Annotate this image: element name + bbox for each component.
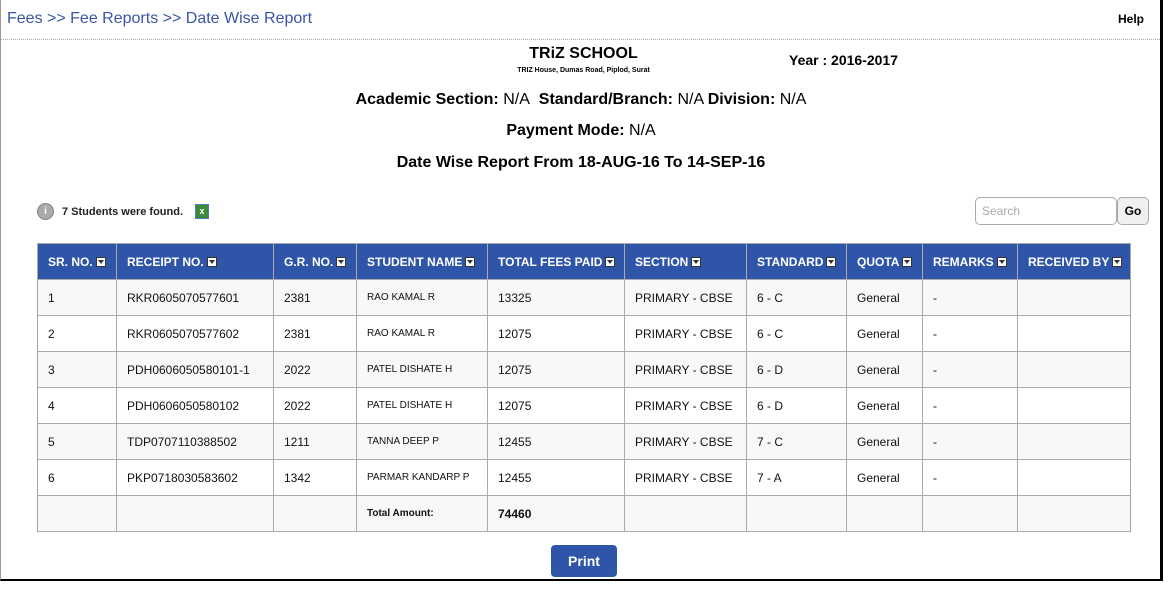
excel-export-icon[interactable]: x xyxy=(195,204,209,219)
sort-dropdown-icon[interactable] xyxy=(691,257,701,267)
table-cell xyxy=(1018,496,1131,532)
table-cell: PDH0606050580102 xyxy=(117,388,274,424)
table-cell: 12075 xyxy=(488,316,625,352)
column-label: REMARKS xyxy=(933,254,994,269)
section-value: N/A xyxy=(503,91,530,108)
table-row xyxy=(38,352,1131,388)
table-cell: PRIMARY - CBSE xyxy=(625,388,747,424)
table-cell: 7 - A xyxy=(747,460,847,496)
table-cell: 6 xyxy=(38,460,117,496)
table-cell: 6 - C xyxy=(747,280,847,316)
table-cell: 12455 xyxy=(488,424,625,460)
table-cell xyxy=(117,496,274,532)
table-cell: - xyxy=(923,424,1018,460)
table-cell: PATEL DISHATE H xyxy=(357,388,488,424)
table-cell xyxy=(38,496,117,532)
standard-label: Standard/Branch: xyxy=(538,91,674,108)
column-label: QUOTA xyxy=(857,254,900,269)
table-row xyxy=(38,424,1131,460)
table-cell: 6 - D xyxy=(747,352,847,388)
column-label: G.R. NO. xyxy=(284,254,334,269)
divider xyxy=(1,39,1160,40)
column-header[interactable] xyxy=(747,244,847,280)
section-label: Academic Section: xyxy=(355,91,499,108)
print-button[interactable]: Print xyxy=(551,545,617,577)
table-cell: PDH0606050580101-1 xyxy=(117,352,274,388)
sort-dropdown-icon[interactable] xyxy=(96,257,106,267)
table-cell xyxy=(847,496,923,532)
table-cell: General xyxy=(847,388,923,424)
total-label: Total Amount: xyxy=(357,496,488,532)
table-cell: 2022 xyxy=(274,352,357,388)
table-cell: 12075 xyxy=(488,352,625,388)
payment-value: N/A xyxy=(629,122,656,139)
table-cell: 2381 xyxy=(274,316,357,352)
column-label: STANDARD xyxy=(757,254,824,269)
table-cell: 6 - C xyxy=(747,316,847,352)
column-header[interactable] xyxy=(117,244,274,280)
division-label: Division: xyxy=(707,91,776,108)
table-cell: 1342 xyxy=(274,460,357,496)
table-cell: 4 xyxy=(38,388,117,424)
table-cell xyxy=(1018,352,1131,388)
sort-dropdown-icon[interactable] xyxy=(997,257,1007,267)
division-value: N/A xyxy=(779,91,807,108)
column-header[interactable] xyxy=(38,244,117,280)
column-label: SR. NO. xyxy=(48,254,93,269)
column-label: TOTAL FEES PAID xyxy=(498,254,603,269)
table-cell: General xyxy=(847,460,923,496)
table-row xyxy=(38,388,1131,424)
table-cell: TANNA DEEP P xyxy=(357,424,488,460)
table-row xyxy=(38,280,1131,316)
report-title: Date Wise Report From 18-AUG-16 To 14-SEP-16 xyxy=(396,154,766,171)
column-header[interactable] xyxy=(357,244,488,280)
sort-dropdown-icon[interactable] xyxy=(336,257,346,267)
table-cell: PKP0718030583602 xyxy=(117,460,274,496)
payment-line xyxy=(1,122,1161,140)
filter-line xyxy=(1,91,1161,109)
table-cell: TDP0707110388502 xyxy=(117,424,274,460)
report-table xyxy=(37,243,1131,532)
school-name: TRiZ SCHOOL xyxy=(529,45,638,62)
go-button[interactable]: Go xyxy=(1117,197,1149,225)
result-count xyxy=(37,203,209,220)
table-cell xyxy=(923,496,1018,532)
table-cell: PRIMARY - CBSE xyxy=(625,460,747,496)
table-cell xyxy=(1018,424,1131,460)
table-cell: RKR0605070577602 xyxy=(117,316,274,352)
total-row xyxy=(38,496,1131,532)
table-cell: - xyxy=(923,352,1018,388)
table-cell: General xyxy=(847,316,923,352)
column-header[interactable] xyxy=(488,244,625,280)
table-cell: 6 - D xyxy=(747,388,847,424)
table-cell: - xyxy=(923,460,1018,496)
table-cell xyxy=(625,496,747,532)
table-cell: 2381 xyxy=(274,280,357,316)
total-value: 74460 xyxy=(488,496,625,532)
column-label: SECTION xyxy=(635,254,689,269)
table-cell: 12455 xyxy=(488,460,625,496)
sort-dropdown-icon[interactable] xyxy=(826,257,836,267)
table-cell: PRIMARY - CBSE xyxy=(625,316,747,352)
table-cell: - xyxy=(923,316,1018,352)
table-cell: RAO KAMAL R xyxy=(357,316,488,352)
table-cell: 13325 xyxy=(488,280,625,316)
table-row xyxy=(38,316,1131,352)
table-cell xyxy=(1018,388,1131,424)
table-row xyxy=(38,460,1131,496)
table-cell: PATEL DISHATE H xyxy=(357,352,488,388)
table-cell: PRIMARY - CBSE xyxy=(625,352,747,388)
table-cell xyxy=(747,496,847,532)
table-cell: 5 xyxy=(38,424,117,460)
school-address: TRIZ House, Dumas Road, Piplod, Surat xyxy=(517,67,650,74)
table-cell: 1 xyxy=(38,280,117,316)
search-input[interactable] xyxy=(975,197,1117,225)
sort-dropdown-icon[interactable] xyxy=(207,257,217,267)
table-cell: 2 xyxy=(38,316,117,352)
table-cell: 12075 xyxy=(488,388,625,424)
table-cell: 2022 xyxy=(274,388,357,424)
column-header[interactable] xyxy=(847,244,923,280)
breadcrumb[interactable]: Fees >> Fee Reports >> Date Wise Report xyxy=(7,10,313,27)
payment-label: Payment Mode: xyxy=(506,122,625,139)
sort-dropdown-icon[interactable] xyxy=(605,257,615,267)
academic-year: Year : 2016-2017 xyxy=(789,52,898,68)
standard-value: N/A xyxy=(677,91,704,108)
table-cell: General xyxy=(847,352,923,388)
sort-dropdown-icon[interactable] xyxy=(465,257,475,267)
table-cell: 1211 xyxy=(274,424,357,460)
table-cell: PRIMARY - CBSE xyxy=(625,424,747,460)
table-cell: - xyxy=(923,280,1018,316)
table-cell: General xyxy=(847,280,923,316)
column-label: RECEIPT NO. xyxy=(127,254,204,269)
column-header[interactable] xyxy=(923,244,1018,280)
table-cell: 3 xyxy=(38,352,117,388)
table-cell xyxy=(1018,316,1131,352)
sort-dropdown-icon[interactable] xyxy=(1112,257,1122,267)
table-cell: PRIMARY - CBSE xyxy=(625,280,747,316)
table-cell xyxy=(274,496,357,532)
column-label: RECEIVED BY xyxy=(1028,254,1110,269)
found-text: 7 Students were found. xyxy=(62,205,184,218)
table-cell xyxy=(1018,280,1131,316)
column-label: STUDENT NAME xyxy=(367,254,463,269)
help-link[interactable]: Help xyxy=(1117,12,1144,26)
column-header[interactable] xyxy=(274,244,357,280)
table-cell: PARMAR KANDARP P xyxy=(357,460,488,496)
table-cell xyxy=(1018,460,1131,496)
table-cell: RAO KAMAL R xyxy=(357,280,488,316)
table-cell: 7 - C xyxy=(747,424,847,460)
table-cell: General xyxy=(847,424,923,460)
sort-dropdown-icon[interactable] xyxy=(902,257,912,267)
column-header[interactable] xyxy=(625,244,747,280)
table-cell: RKR0605070577601 xyxy=(117,280,274,316)
info-icon: i xyxy=(37,203,54,220)
table-cell: - xyxy=(923,388,1018,424)
column-header[interactable] xyxy=(1018,244,1131,280)
